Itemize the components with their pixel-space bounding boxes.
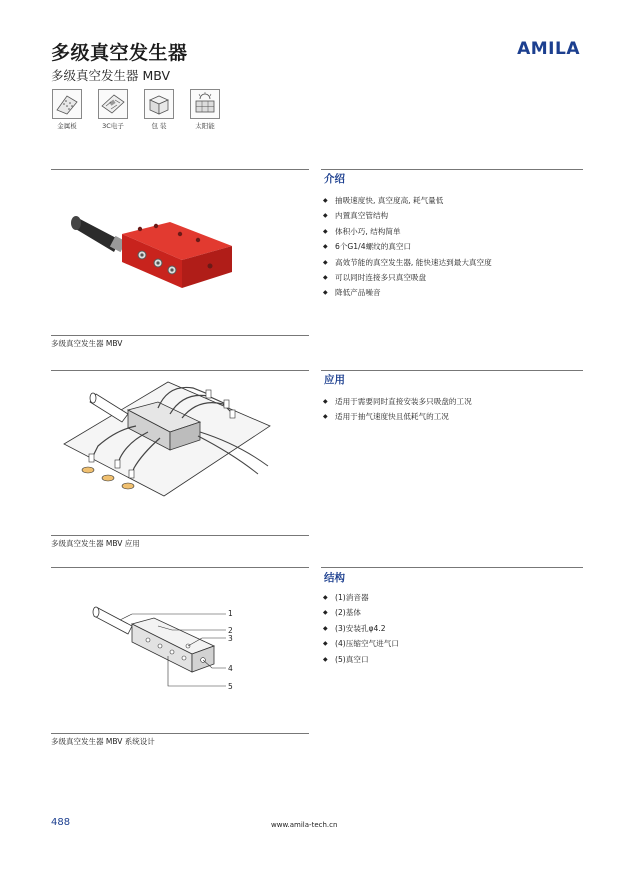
metal-sheet-icon [52,89,82,119]
section-title-application: 应用 [324,374,345,386]
callout-1: 1 [228,609,233,618]
industry-item-electronics [97,89,129,130]
application-list [323,394,583,425]
diamond-bullet-icon: ◆ [323,274,328,282]
page-title: 多级真空发生器 [51,42,188,64]
website-link[interactable]: www.amila-tech.cn [271,821,338,829]
diamond-bullet-icon: ◆ [323,197,328,204]
package-box-icon [144,89,174,119]
list-item: ◆ 可以同时连接多只真空吸盘 [323,270,583,285]
list-item: ◆ 内置真空管结构 [323,208,583,223]
diamond-bullet-icon: ◆ [323,398,328,405]
industry-label: 包 装 [151,122,167,130]
industry-item-solar [189,89,221,130]
caption-rule [51,535,309,536]
caption-rule [51,335,309,336]
list-item: ◆ 适用于抽气速度快且低耗气的工况 [323,409,583,424]
list-item: ◆ 高效节能的真空发生器, 能快速达到最大真空度 [323,255,583,270]
structure-list [323,590,583,667]
diamond-bullet-icon: ◆ [323,243,328,251]
application-diagram [58,374,278,508]
section-rule-right [321,169,583,170]
list-item: ◆ 6个G1/4螺纹的真空口 [323,239,583,254]
diamond-bullet-icon: ◆ [323,227,328,235]
callout-2: 2 [228,626,233,635]
brand-logo: AMILA [517,39,580,59]
page-number: 488 [51,817,71,828]
list-item: ◆ (1)消音器 [323,590,583,605]
figure-caption: 多级真空发生器 MBV [51,339,123,348]
solar-panel-icon [190,89,220,119]
list-item: ◆ 降低产品噪音 [323,285,583,300]
industry-item-metal [51,89,83,130]
section-rule-left [51,567,309,568]
section-rule-right [321,370,583,371]
structure-diagram [92,598,242,702]
diamond-bullet-icon: ◆ [323,594,328,601]
figure-caption: 多级真空发生器 MBV 系统设计 [51,737,155,746]
intro-feature-list [323,193,583,301]
diamond-bullet-icon: ◆ [323,655,328,663]
callout-3: 3 [228,634,233,643]
list-item: ◆ 适用于需要同时直接安装多只吸盘的工况 [323,394,583,409]
diamond-bullet-icon: ◆ [323,624,328,632]
industry-label: 3C电子 [102,122,124,130]
section-rule-right [321,567,583,568]
section-title-intro: 介绍 [324,173,345,185]
list-item: ◆ (2)基体 [323,605,583,620]
figure-caption: 多级真空发生器 MBV 应用 [51,539,140,548]
caption-rule [51,733,309,734]
list-item: ◆ 抽吸速度快, 真空度高, 耗气量低 [323,193,583,208]
section-title-structure: 结构 [324,572,345,584]
industry-label: 金属板 [57,122,77,130]
diamond-bullet-icon: ◆ [323,640,328,648]
industry-label: 太阳能 [195,122,215,130]
callout-5: 5 [228,682,233,691]
list-item: ◆ (5)真空口 [323,652,583,667]
page-subtitle: 多级真空发生器 MBV [51,68,171,83]
electronics-board-icon [98,89,128,119]
diamond-bullet-icon: ◆ [323,258,328,266]
callout-4: 4 [228,664,233,673]
diamond-bullet-icon: ◆ [323,212,328,220]
industry-item-packaging [143,89,175,130]
list-item: ◆ (3)安装孔φ4.2 [323,621,583,636]
section-rule-left [51,370,309,371]
diamond-bullet-icon: ◆ [323,289,328,297]
product-image [60,200,240,304]
diamond-bullet-icon: ◆ [323,609,328,617]
list-item: ◆ (4)压缩空气进气口 [323,636,583,651]
section-rule-left [51,169,309,170]
diamond-bullet-icon: ◆ [323,413,328,421]
industry-icons [51,89,221,130]
list-item: ◆ 体积小巧, 结构简单 [323,224,583,239]
